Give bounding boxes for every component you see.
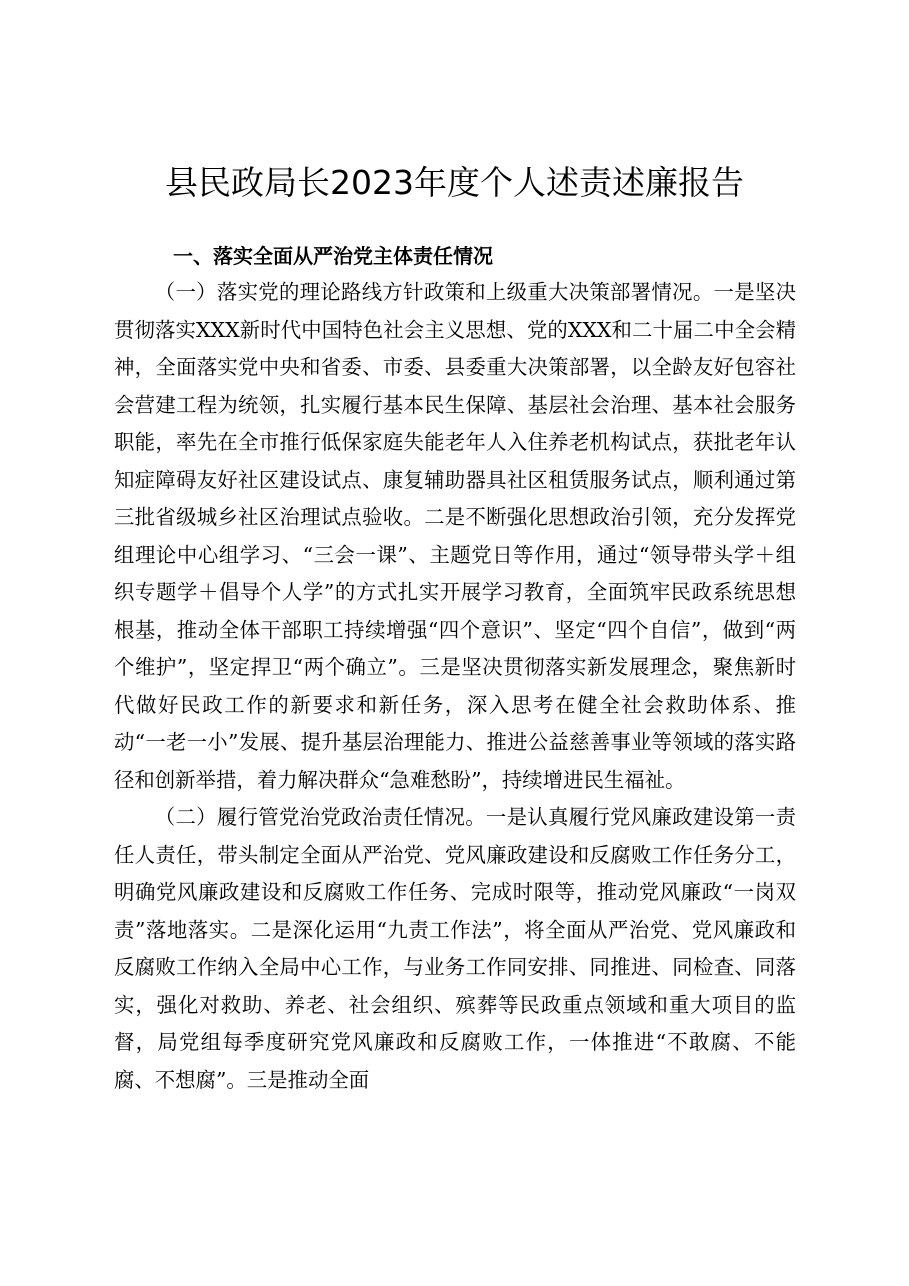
document-title: 县民政局长2023年度个人述责述廉报告	[165, 163, 744, 202]
section-heading: 一、落实全面从严治党主体责任情况	[173, 244, 493, 268]
paragraph-2: （二）履行管党治党政治责任情况。一是认真履行党风廉政建设第一责任人责任，带头制定全面从严治党、党风廉政建设和反腐败工作任务分工，明确党风廉政建设和反腐败工作任务、完成时限等，推动党风廉政“一岗双责”落地落实。二是深化运用“九责工作法”，将全面从严治党、党风廉政和反腐败工作纳入全局中心工作，与业务工作同安排、同推进、同检查、同落实，强化对救助、养老、社会组织、殡葬等民政重点领域和重大项目的监督，局党组每季度研究党风廉政和反腐败工作，一体推进“不敢腐、不能腐、不想腐”。三是推动全面	[114, 805, 796, 1092]
paragraph-1: （一）落实党的理论路线方针政策和上级重大决策部署情况。一是坚决贯彻落实XXX新时代中国特色社会主义思想、党的XXX和二十届二中全会精神，全面落实党中央和省委、市委、县委重大决策部署，以全龄友好包容社会营建工程为统领，扎实履行基本民生保障、基层社会治理、基本社会服务职能，率先在全市推行低保家庭失能老年人入住养老机构试点，获批老年认知症障碍友好社区建设试点、康复辅助器具社区租赁服务试点，顺利通过第三批省级城乡社区治理试点验收。二是不断强化思想政治引领，充分发挥党组理论中心组学习、“三会一课”、主题党日等作用，通过“领导带头学＋组织专题学＋倡导个人学”的方式扎实开展学习教育，全面筑牢民政系统思想根基，推动全体干部职工持续增强“四个意识”、坚定“四个自信”，做到“两个维护”，坚定捍卫“两个确立”。三是坚决贯彻落实新发展理念，聚焦新时代做好民政工作的新要求和新任务，深入思考在健全社会救助体系、推动“一老一小”发展、提升基层治理能力、推进公益慈善事业等领域的落实路径和创新举措，着力解决群众“急难愁盼”，持续增进民生福祉。	[114, 280, 796, 792]
document-body	[114, 274, 796, 1099]
